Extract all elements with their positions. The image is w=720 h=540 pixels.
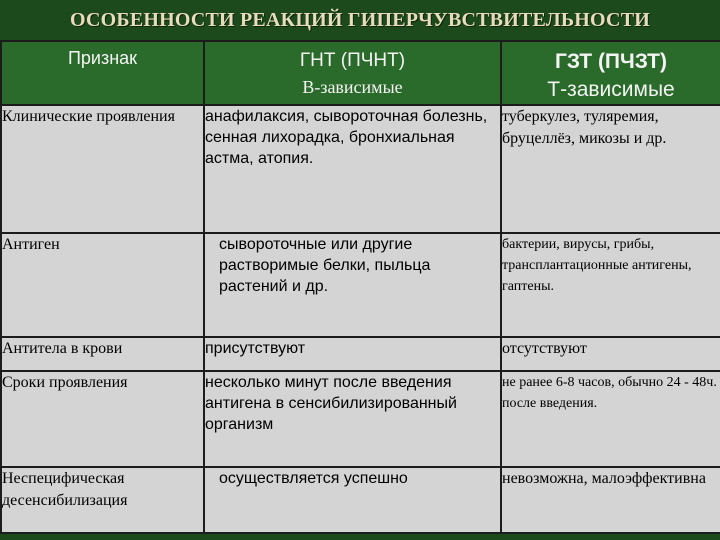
header-ght-subtitle: В-зависимые — [302, 77, 403, 97]
header-gzt — [501, 41, 720, 105]
comparison-table — [0, 40, 720, 534]
row-ght-value: осуществляется успешно — [204, 467, 501, 533]
table-row — [1, 105, 720, 233]
table-header-row — [1, 41, 720, 105]
table-row — [1, 467, 720, 533]
row-gzt-value: туберкулез, туляремия, бруцеллёз, микозы и др. — [501, 105, 720, 233]
row-label: Клинические проявления — [1, 105, 204, 233]
header-ght-title: ГНТ (ПЧНТ) — [299, 50, 406, 71]
row-label: Сроки проявления — [1, 371, 204, 467]
row-label: Неспецифическая десенсибилизация — [1, 467, 204, 533]
row-label: Антитела в крови — [1, 337, 204, 371]
row-label: Антиген — [1, 233, 204, 337]
row-ght-value: анафилаксия, сывороточная болезнь, сенная лихорадка, бронхиальная астма, атопия. — [204, 105, 501, 233]
table-row — [1, 233, 720, 337]
row-gzt-value: невозможна, малоэффективна — [501, 467, 720, 533]
slide-title: ОСОБЕННОСТИ РЕАКЦИЙ ГИПЕРЧУВСТВИТЕЛЬНОСТИ — [70, 8, 650, 31]
header-feature — [1, 41, 204, 105]
row-ght-value: сывороточные или другие растворимые белки, пыльца растений и др. — [204, 233, 501, 337]
table-row — [1, 337, 720, 371]
header-ght — [204, 41, 501, 105]
row-ght-value: несколько минут после введения антигена в сенсибилизированный организм — [204, 371, 501, 467]
row-gzt-value: не ранее 6-8 часов, обычно 24 - 48ч. после введения. — [501, 371, 720, 467]
table-row — [1, 371, 720, 467]
header-gzt-title: ГЗТ (ПЧЗТ) — [555, 50, 667, 73]
row-gzt-value: бактерии, вирусы, грибы, трансплантационные антигены, гаптены. — [501, 233, 720, 337]
header-feature-label: Признак — [67, 48, 138, 68]
header-gzt-subtitle: Т-зависимые — [547, 78, 675, 101]
row-gzt-value: отсутствуют — [501, 337, 720, 371]
row-ght-value: присутствуют — [204, 337, 501, 371]
